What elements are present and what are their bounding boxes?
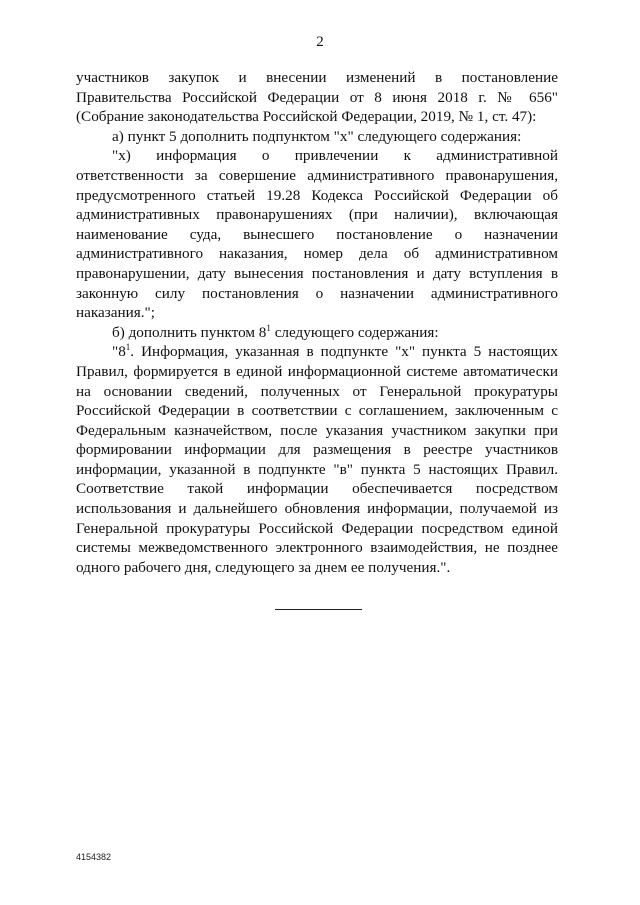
paragraph-point-8-1 bbox=[76, 342, 558, 577]
point-8-1-prefix: "8 bbox=[112, 343, 126, 361]
point-8-1-superscript: 1 bbox=[125, 342, 131, 353]
paragraph-item-b bbox=[76, 323, 558, 343]
closing-divider-line bbox=[275, 609, 362, 610]
document-code: 4154382 bbox=[76, 852, 112, 862]
item-b-superscript: 1 bbox=[266, 322, 271, 333]
paragraph-intro: участников закупок и внесении изменений в постановление Правительства Российской Федерации от 8 июня 2018 г. № 656" (Собрание законодательства Российской Федерации, 2019, № 1, ст. 47): bbox=[76, 69, 558, 126]
item-b-text: б) дополнить пунктом 8 bbox=[112, 323, 267, 341]
page-number: 2 bbox=[316, 34, 324, 50]
paragraph-item-a: а) пункт 5 дополнить подпунктом "х" следующего содержания: bbox=[112, 127, 522, 145]
paragraph-subitem-x: "х) информация о привлечении к административной ответственности за совершение административного правонарушения, предусмотренного статьей 19.28 Кодекса Российской Федерации об административных правонарушениях (при наличии), включающая наименование суда, вынесшего постановление о назначении административного наказания, номер дела об административном правонарушении, дату вынесения постановления и дату вступления в законную силу постановления о назначении административного наказания."; bbox=[76, 147, 558, 322]
point-8-1-text: . Информация, указанная в подпункте "х" пункта 5 настоящих Правил, формируется в единой информационной системе автоматически на основании сведений, полученных от Генеральной прокуратуры Российской Федерации в соответствии с соглашением, заключенным с Федеральным казначейством, после указания участником закупки при формировании информации для размещения в реестре участников информации, указанной в подпункте "в" пункта 5 настоящих Правил. Соответствие такой информации обеспечивается посредством использования и дальнейшего обновления информации, получаемой из Генеральной прокуратуры Российской Федерации посредством единой системы межведомственного электронного взаимодействия, не позднее одного рабочего дня, следующего за днем ее получения.". bbox=[76, 343, 558, 576]
item-b-text-end: следующего содержания: bbox=[270, 323, 439, 341]
document-body bbox=[76, 68, 558, 577]
